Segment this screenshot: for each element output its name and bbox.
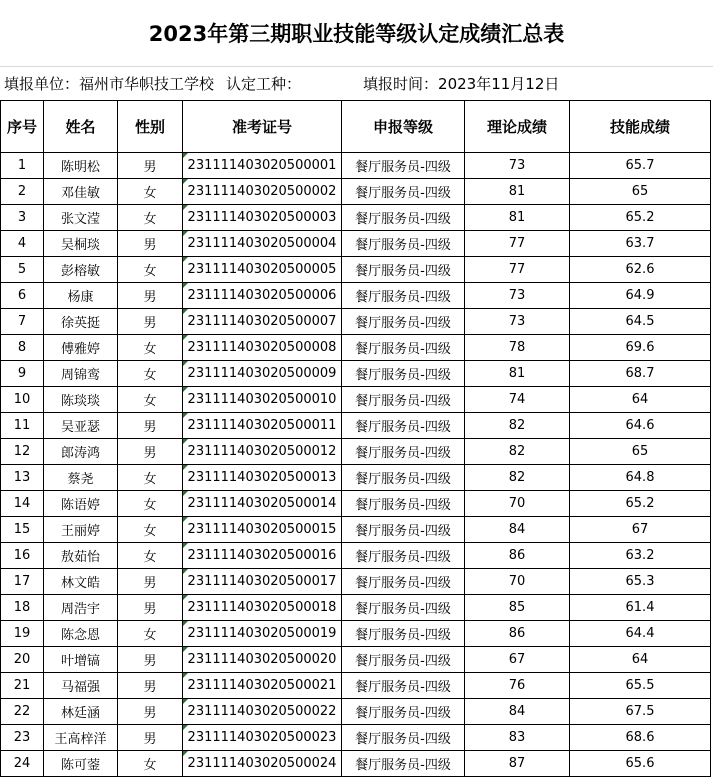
cell-gender[interactable]: 女 (118, 751, 183, 777)
cell-theory[interactable]: 67 (465, 647, 570, 673)
cell-no[interactable]: 12 (1, 439, 44, 465)
cell-name[interactable]: 王高梓洋 (44, 725, 118, 751)
cell-theory[interactable]: 77 (465, 231, 570, 257)
table-row (1, 335, 711, 361)
info-row (0, 66, 713, 100)
reporting-unit: 填报单位：福州市华帜技工学校 (4, 74, 215, 93)
cell-no[interactable]: 21 (1, 673, 44, 699)
cell-exam-id[interactable]: 231111403020500002 (183, 179, 342, 205)
cell-gender[interactable]: 男 (118, 569, 183, 595)
cell-skill[interactable]: 62.6 (570, 257, 711, 283)
cell-no[interactable]: 24 (1, 751, 44, 777)
cell-level[interactable]: 餐厅服务员-四级 (342, 335, 465, 361)
cell-skill[interactable]: 65.2 (570, 491, 711, 517)
cell-gender[interactable]: 女 (118, 621, 183, 647)
table-row (1, 725, 711, 751)
cell-no[interactable]: 9 (1, 361, 44, 387)
score-table (0, 100, 711, 777)
cell-skill[interactable]: 65.6 (570, 751, 711, 777)
cell-exam-id[interactable]: 231111403020500005 (183, 257, 342, 283)
cell-name[interactable]: 杨康 (44, 283, 118, 309)
cell-name[interactable]: 陈琰琰 (44, 387, 118, 413)
cell-name[interactable]: 陈明松 (44, 153, 118, 179)
cell-level[interactable]: 餐厅服务员-四级 (342, 751, 465, 777)
cell-theory[interactable]: 81 (465, 361, 570, 387)
cell-skill[interactable]: 67.5 (570, 699, 711, 725)
cell-gender[interactable]: 男 (118, 673, 183, 699)
table-row (1, 413, 711, 439)
cell-level[interactable]: 餐厅服务员-四级 (342, 309, 465, 335)
cell-theory[interactable]: 82 (465, 413, 570, 439)
cell-theory[interactable]: 74 (465, 387, 570, 413)
cell-skill[interactable]: 68.7 (570, 361, 711, 387)
cell-level[interactable]: 餐厅服务员-四级 (342, 699, 465, 725)
cell-no[interactable]: 11 (1, 413, 44, 439)
cell-no[interactable]: 14 (1, 491, 44, 517)
cell-exam-id[interactable]: 231111403020500015 (183, 517, 342, 543)
cell-skill[interactable]: 67 (570, 517, 711, 543)
cell-exam-id[interactable]: 231111403020500007 (183, 309, 342, 335)
cell-name[interactable]: 敖茹怡 (44, 543, 118, 569)
cell-skill[interactable]: 65.5 (570, 673, 711, 699)
cell-gender[interactable]: 女 (118, 517, 183, 543)
cell-no[interactable]: 17 (1, 569, 44, 595)
sheet-title: 2023年第三期职业技能等级认定成绩汇总表 (0, 0, 713, 67)
cell-skill[interactable]: 64.4 (570, 621, 711, 647)
cell-no[interactable]: 10 (1, 387, 44, 413)
cell-exam-id[interactable]: 231111403020500018 (183, 595, 342, 621)
cell-gender[interactable]: 女 (118, 543, 183, 569)
cell-skill[interactable]: 64.9 (570, 283, 711, 309)
cell-name[interactable]: 傅雅婷 (44, 335, 118, 361)
cell-skill[interactable]: 69.6 (570, 335, 711, 361)
cell-level[interactable]: 餐厅服务员-四级 (342, 439, 465, 465)
table-row (1, 309, 711, 335)
cell-gender[interactable]: 男 (118, 413, 183, 439)
cell-no[interactable]: 15 (1, 517, 44, 543)
cell-gender[interactable]: 女 (118, 491, 183, 517)
cell-exam-id[interactable]: 231111403020500022 (183, 699, 342, 725)
cell-exam-id[interactable]: 231111403020500019 (183, 621, 342, 647)
table-row (1, 751, 711, 777)
table-row (1, 543, 711, 569)
cell-level[interactable]: 餐厅服务员-四级 (342, 517, 465, 543)
cell-gender[interactable]: 女 (118, 257, 183, 283)
cell-theory[interactable]: 81 (465, 179, 570, 205)
cell-name[interactable]: 吴桐琰 (44, 231, 118, 257)
cell-gender[interactable]: 女 (118, 205, 183, 231)
cell-gender[interactable]: 女 (118, 387, 183, 413)
cell-skill[interactable]: 65 (570, 439, 711, 465)
cell-no[interactable]: 7 (1, 309, 44, 335)
cell-exam-id[interactable]: 231111403020500017 (183, 569, 342, 595)
cell-name[interactable]: 林文皓 (44, 569, 118, 595)
cell-level[interactable]: 餐厅服务员-四级 (342, 621, 465, 647)
cell-name[interactable]: 马福强 (44, 673, 118, 699)
cell-skill[interactable]: 65 (570, 179, 711, 205)
cell-level[interactable]: 餐厅服务员-四级 (342, 673, 465, 699)
cell-theory[interactable]: 73 (465, 153, 570, 179)
table-row (1, 595, 711, 621)
cell-name[interactable]: 郎涛鸿 (44, 439, 118, 465)
cell-level[interactable]: 餐厅服务员-四级 (342, 231, 465, 257)
cell-skill[interactable]: 65.7 (570, 153, 711, 179)
cell-exam-id[interactable]: 231111403020500016 (183, 543, 342, 569)
table-row (1, 283, 711, 309)
cell-exam-id[interactable]: 231111403020500006 (183, 283, 342, 309)
cell-level[interactable]: 餐厅服务员-四级 (342, 205, 465, 231)
cell-gender[interactable]: 男 (118, 231, 183, 257)
col-header-level[interactable]: 申报等级 (342, 101, 465, 153)
cell-no[interactable]: 5 (1, 257, 44, 283)
cell-name[interactable]: 陈可蓥 (44, 751, 118, 777)
cell-theory[interactable]: 73 (465, 283, 570, 309)
cell-theory[interactable]: 84 (465, 517, 570, 543)
cell-no[interactable]: 4 (1, 231, 44, 257)
cell-level[interactable]: 餐厅服务员-四级 (342, 725, 465, 751)
cell-name[interactable]: 周浩宇 (44, 595, 118, 621)
cell-gender[interactable]: 男 (118, 309, 183, 335)
cell-name[interactable]: 周锦鸾 (44, 361, 118, 387)
cell-no[interactable]: 2 (1, 179, 44, 205)
cell-theory[interactable]: 83 (465, 725, 570, 751)
table-row (1, 621, 711, 647)
cell-exam-id[interactable]: 231111403020500013 (183, 465, 342, 491)
cell-level[interactable]: 餐厅服务员-四级 (342, 647, 465, 673)
cell-exam-id[interactable]: 231111403020500004 (183, 231, 342, 257)
cell-no[interactable]: 8 (1, 335, 44, 361)
cell-no[interactable]: 22 (1, 699, 44, 725)
cell-exam-id[interactable]: 231111403020500009 (183, 361, 342, 387)
col-header-gender[interactable]: 性别 (118, 101, 183, 153)
cell-skill[interactable]: 64 (570, 647, 711, 673)
table-row (1, 673, 711, 699)
cell-level[interactable]: 餐厅服务员-四级 (342, 283, 465, 309)
cell-no[interactable]: 19 (1, 621, 44, 647)
cell-skill[interactable]: 65.3 (570, 569, 711, 595)
table-row (1, 257, 711, 283)
cell-skill[interactable]: 68.6 (570, 725, 711, 751)
cell-level[interactable]: 餐厅服务员-四级 (342, 491, 465, 517)
table-row (1, 439, 711, 465)
cell-theory[interactable]: 81 (465, 205, 570, 231)
cell-exam-id[interactable]: 231111403020500021 (183, 673, 342, 699)
cell-exam-id[interactable]: 231111403020500024 (183, 751, 342, 777)
table-row (1, 491, 711, 517)
cell-exam-id[interactable]: 231111403020500010 (183, 387, 342, 413)
table-row (1, 465, 711, 491)
table-row (1, 231, 711, 257)
cell-gender[interactable]: 女 (118, 361, 183, 387)
cell-skill[interactable]: 61.4 (570, 595, 711, 621)
cell-theory[interactable]: 82 (465, 439, 570, 465)
cell-gender[interactable]: 女 (118, 335, 183, 361)
table-row (1, 361, 711, 387)
cell-level[interactable]: 餐厅服务员-四级 (342, 361, 465, 387)
cell-exam-id[interactable]: 231111403020500011 (183, 413, 342, 439)
cell-theory[interactable]: 76 (465, 673, 570, 699)
cell-exam-id[interactable]: 231111403020500001 (183, 153, 342, 179)
cell-skill[interactable]: 64.6 (570, 413, 711, 439)
cell-level[interactable]: 餐厅服务员-四级 (342, 179, 465, 205)
cell-name[interactable]: 蔡尧 (44, 465, 118, 491)
cell-name[interactable]: 彭榕敏 (44, 257, 118, 283)
cell-level[interactable]: 餐厅服务员-四级 (342, 465, 465, 491)
cell-skill[interactable]: 64 (570, 387, 711, 413)
cell-theory[interactable]: 84 (465, 699, 570, 725)
cell-name[interactable]: 陈念恩 (44, 621, 118, 647)
cell-name[interactable]: 张文滢 (44, 205, 118, 231)
cell-level[interactable]: 餐厅服务员-四级 (342, 569, 465, 595)
cell-gender[interactable]: 男 (118, 647, 183, 673)
reporting-date: 填报时间：2023年11月12日 (363, 74, 560, 93)
certified-trade: 认定工种： (226, 74, 302, 93)
col-header-exam-id[interactable]: 准考证号 (183, 101, 342, 153)
cell-theory[interactable]: 70 (465, 569, 570, 595)
cell-level[interactable]: 餐厅服务员-四级 (342, 413, 465, 439)
cell-name[interactable]: 徐英挺 (44, 309, 118, 335)
cell-no[interactable]: 20 (1, 647, 44, 673)
cell-gender[interactable]: 男 (118, 595, 183, 621)
table-row (1, 153, 711, 179)
cell-no[interactable]: 18 (1, 595, 44, 621)
cell-level[interactable]: 餐厅服务员-四级 (342, 387, 465, 413)
cell-no[interactable]: 6 (1, 283, 44, 309)
cell-theory[interactable]: 82 (465, 465, 570, 491)
cell-exam-id[interactable]: 231111403020500014 (183, 491, 342, 517)
cell-name[interactable]: 王丽婷 (44, 517, 118, 543)
cell-name[interactable]: 邓佳敏 (44, 179, 118, 205)
cell-gender[interactable]: 男 (118, 283, 183, 309)
col-header-theory[interactable]: 理论成绩 (465, 101, 570, 153)
cell-exam-id[interactable]: 231111403020500003 (183, 205, 342, 231)
cell-theory[interactable]: 85 (465, 595, 570, 621)
cell-level[interactable]: 餐厅服务员-四级 (342, 595, 465, 621)
cell-theory[interactable]: 70 (465, 491, 570, 517)
cell-skill[interactable]: 63.2 (570, 543, 711, 569)
cell-gender[interactable]: 女 (118, 179, 183, 205)
cell-gender[interactable]: 男 (118, 153, 183, 179)
cell-exam-id[interactable]: 231111403020500008 (183, 335, 342, 361)
cell-gender[interactable]: 男 (118, 699, 183, 725)
cell-skill[interactable]: 64.8 (570, 465, 711, 491)
header-row (1, 101, 711, 153)
col-header-skill[interactable]: 技能成绩 (570, 101, 711, 153)
table-row (1, 647, 711, 673)
cell-theory[interactable]: 78 (465, 335, 570, 361)
cell-gender[interactable]: 女 (118, 465, 183, 491)
table-row (1, 699, 711, 725)
table-body (1, 153, 711, 777)
cell-level[interactable]: 餐厅服务员-四级 (342, 543, 465, 569)
cell-level[interactable]: 餐厅服务员-四级 (342, 153, 465, 179)
cell-theory[interactable]: 73 (465, 309, 570, 335)
cell-theory[interactable]: 77 (465, 257, 570, 283)
table-row (1, 387, 711, 413)
table-row (1, 569, 711, 595)
cell-theory[interactable]: 86 (465, 621, 570, 647)
cell-theory[interactable]: 86 (465, 543, 570, 569)
table-row (1, 179, 711, 205)
cell-no[interactable]: 23 (1, 725, 44, 751)
cell-no[interactable]: 1 (1, 153, 44, 179)
table-row (1, 517, 711, 543)
cell-name[interactable]: 吴亚瑟 (44, 413, 118, 439)
cell-name[interactable]: 叶增镐 (44, 647, 118, 673)
cell-no[interactable]: 13 (1, 465, 44, 491)
cell-skill[interactable]: 63.7 (570, 231, 711, 257)
cell-name[interactable]: 林廷涵 (44, 699, 118, 725)
cell-exam-id[interactable]: 231111403020500012 (183, 439, 342, 465)
cell-no[interactable]: 16 (1, 543, 44, 569)
cell-gender[interactable]: 男 (118, 439, 183, 465)
table-row (1, 205, 711, 231)
cell-skill[interactable]: 65.2 (570, 205, 711, 231)
cell-level[interactable]: 餐厅服务员-四级 (342, 257, 465, 283)
cell-no[interactable]: 3 (1, 205, 44, 231)
cell-gender[interactable]: 男 (118, 725, 183, 751)
cell-exam-id[interactable]: 231111403020500020 (183, 647, 342, 673)
col-header-no[interactable]: 序号 (1, 101, 44, 153)
cell-skill[interactable]: 64.5 (570, 309, 711, 335)
cell-theory[interactable]: 87 (465, 751, 570, 777)
cell-name[interactable]: 陈语婷 (44, 491, 118, 517)
col-header-name[interactable]: 姓名 (44, 101, 118, 153)
cell-exam-id[interactable]: 231111403020500023 (183, 725, 342, 751)
